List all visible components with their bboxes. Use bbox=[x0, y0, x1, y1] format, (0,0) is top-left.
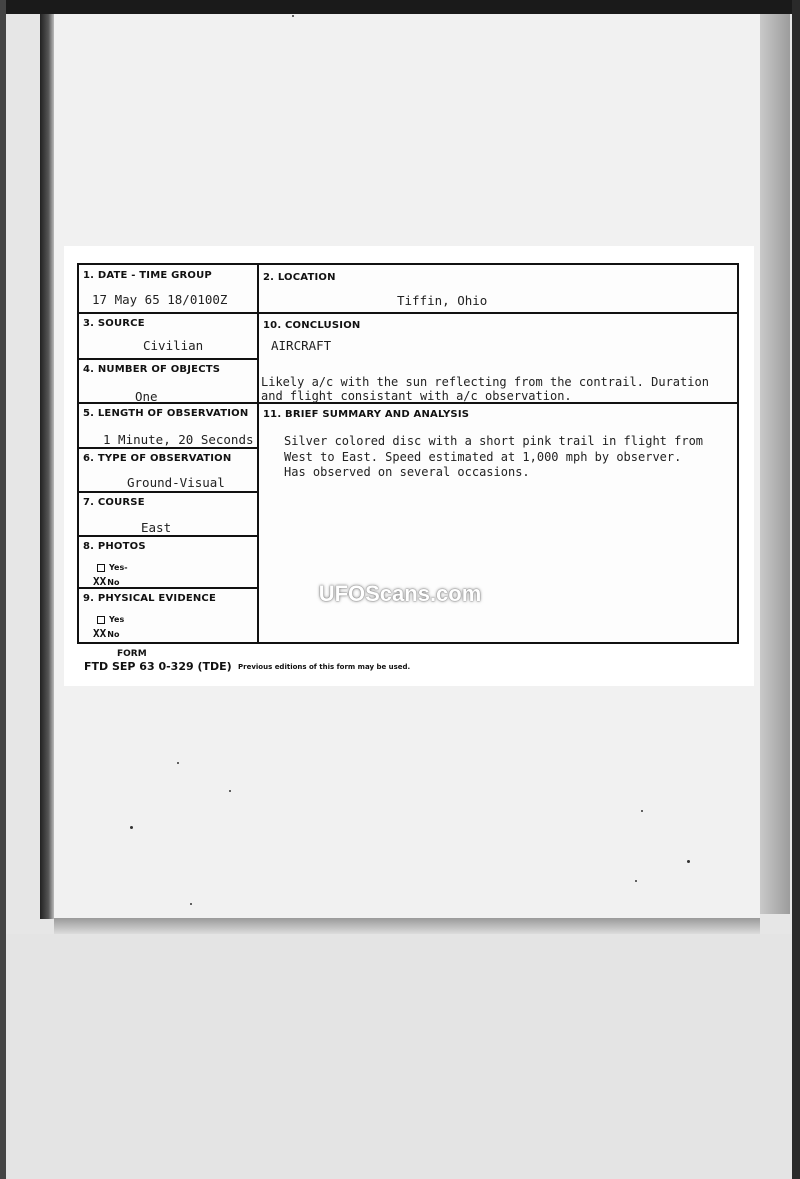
source-label: 3. SOURCE bbox=[83, 318, 145, 329]
conclusion-label: 10. CONCLUSION bbox=[263, 320, 361, 331]
course-value: East bbox=[141, 520, 172, 535]
dust-speck bbox=[190, 903, 192, 905]
scan-lower-area bbox=[6, 934, 792, 1179]
typed-x-mark-icon: XX bbox=[93, 575, 107, 588]
page-shadow-right bbox=[760, 14, 790, 914]
dust-speck bbox=[130, 826, 133, 829]
film-border-right bbox=[792, 0, 800, 1179]
row-divider bbox=[79, 447, 259, 449]
physical-evidence-label: 9. PHYSICAL EVIDENCE bbox=[83, 593, 216, 604]
location-value: Tiffin, Ohio bbox=[397, 293, 488, 308]
column-divider bbox=[257, 265, 259, 642]
form-edition-note: Previous editions of this form may be used. bbox=[238, 663, 411, 671]
dust-speck bbox=[687, 860, 690, 863]
location-label: 2. LOCATION bbox=[263, 272, 336, 283]
date-time-group-value: 17 May 65 18/0100Z bbox=[92, 292, 228, 307]
summary-line-2: West to East. Speed estimated at 1,000 mph by observer. bbox=[284, 450, 682, 464]
dust-speck bbox=[292, 15, 294, 17]
row-divider bbox=[79, 402, 259, 404]
checkbox-icon bbox=[97, 616, 105, 624]
dust-speck bbox=[229, 790, 231, 792]
course-label: 7. COURSE bbox=[83, 497, 145, 508]
form-number: FTD SEP 63 0-329 (TDE) bbox=[84, 660, 232, 673]
summary-label: 11. BRIEF SUMMARY AND ANALYSIS bbox=[263, 409, 470, 420]
photos-yes-option: Yes- bbox=[97, 563, 128, 572]
date-time-group-label: 1. DATE - TIME GROUP bbox=[83, 270, 212, 281]
checkbox-icon bbox=[97, 564, 105, 572]
physical-evidence-no-option: XXNo bbox=[93, 627, 120, 640]
conclusion-value: AIRCRAFT bbox=[271, 338, 332, 353]
row-divider bbox=[79, 312, 737, 314]
type-of-observation-label: 6. TYPE OF OBSERVATION bbox=[83, 453, 232, 464]
typed-x-mark-icon: XX bbox=[93, 627, 107, 640]
conclusion-text-line-2: and flight consistant with a/c observation. bbox=[261, 389, 572, 403]
dust-speck bbox=[177, 762, 179, 764]
length-of-observation-value: 1 Minute, 20 Seconds bbox=[103, 432, 254, 447]
dust-speck bbox=[635, 880, 637, 882]
summary-line-3: Has observed on several occasions. bbox=[284, 465, 530, 479]
page-shadow-left bbox=[40, 14, 54, 919]
page-edge-bottom bbox=[54, 918, 760, 934]
type-of-observation-value: Ground-Visual bbox=[127, 475, 225, 490]
row-divider bbox=[79, 358, 259, 360]
number-of-objects-label: 4. NUMBER OF OBJECTS bbox=[83, 364, 221, 375]
dust-speck bbox=[641, 810, 643, 812]
photos-no-option: XXNo bbox=[93, 575, 120, 588]
row-divider bbox=[79, 535, 259, 537]
row-divider bbox=[79, 491, 259, 493]
film-border-top bbox=[0, 0, 800, 14]
physical-evidence-yes-option: Yes bbox=[97, 615, 124, 624]
form-word: FORM bbox=[117, 649, 147, 659]
watermark: UFOScans.com bbox=[318, 581, 482, 606]
length-of-observation-label: 5. LENGTH OF OBSERVATION bbox=[83, 408, 249, 419]
photos-label: 8. PHOTOS bbox=[83, 541, 146, 552]
source-value: Civilian bbox=[143, 338, 204, 353]
number-of-objects-value: One bbox=[135, 389, 158, 404]
summary-line-1: Silver colored disc with a short pink trail in flight from bbox=[284, 434, 704, 448]
conclusion-text-line-1: Likely a/c with the sun reflecting from the contrail. Duration bbox=[261, 375, 709, 389]
